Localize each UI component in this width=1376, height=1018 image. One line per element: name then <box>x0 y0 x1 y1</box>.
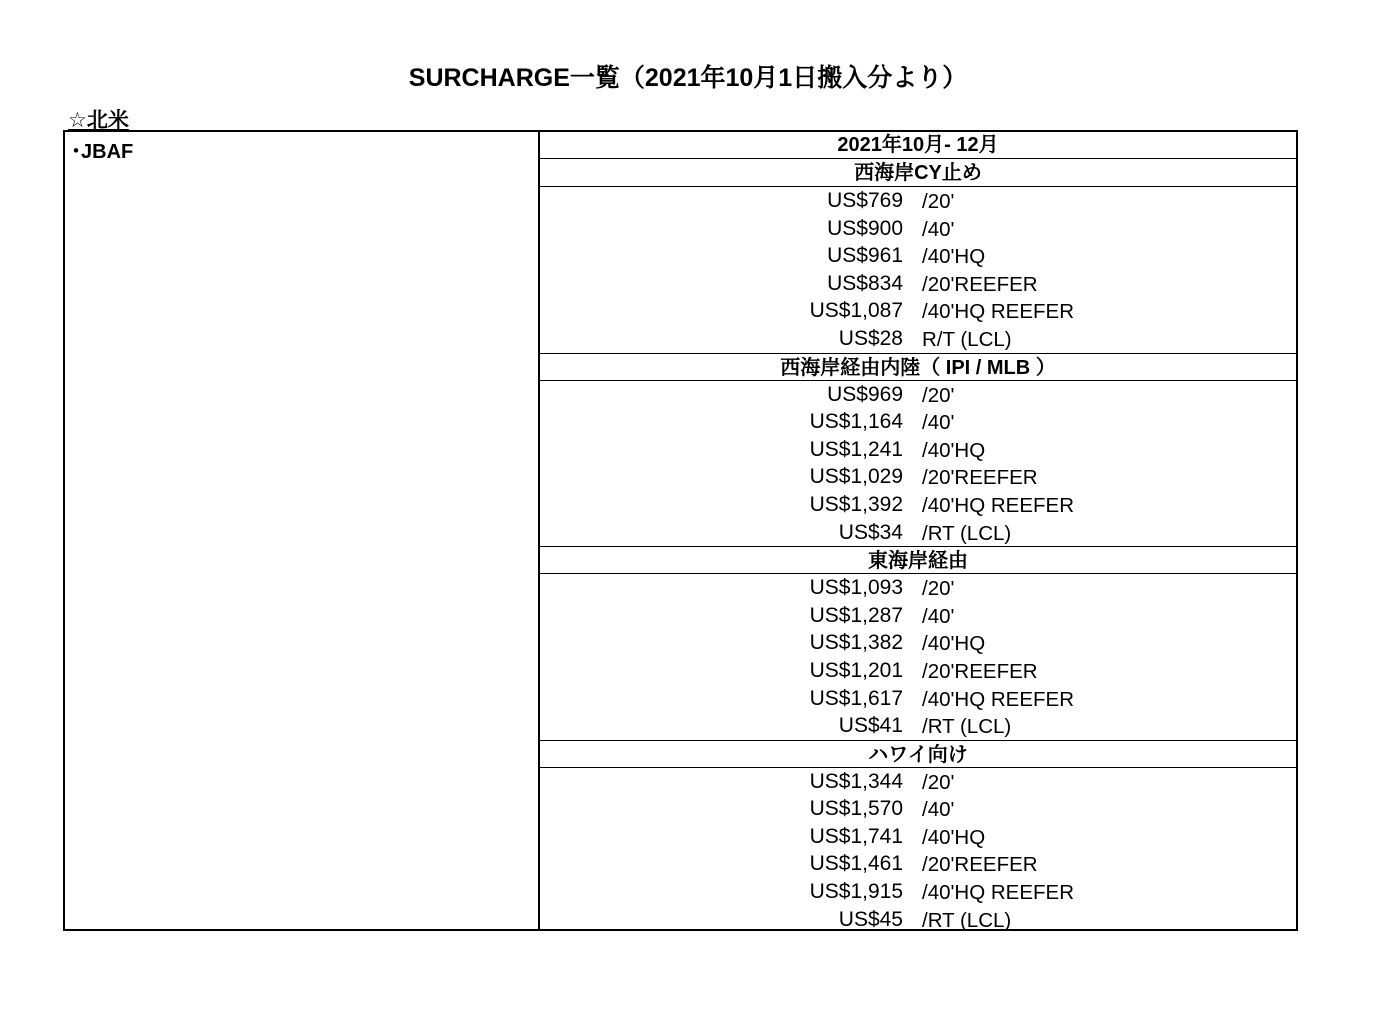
rate-unit: /40'HQ <box>922 245 986 269</box>
rate-row <box>540 850 1296 878</box>
carrier-column <box>65 132 540 929</box>
rate-row <box>540 381 1296 409</box>
rate-unit: R/T (LCL) <box>922 327 1012 351</box>
rate-amount: US$45 <box>838 907 903 931</box>
rate-unit: /40'HQ <box>922 632 986 656</box>
rate-row <box>540 491 1296 519</box>
rate-row <box>540 712 1296 740</box>
rate-amount: US$28 <box>838 326 903 350</box>
rate-unit: /RT (LCL) <box>922 521 1012 545</box>
region-heading: ☆北米 <box>68 109 129 132</box>
rate-amount: US$900 <box>827 216 903 240</box>
rate-unit: /20'REEFER <box>922 272 1038 296</box>
rate-row <box>540 795 1296 823</box>
section-title: ハワイ向け <box>540 740 1296 768</box>
rate-amount: US$1,029 <box>809 465 903 489</box>
rate-unit: /20'REEFER <box>922 853 1038 877</box>
rate-row <box>540 463 1296 491</box>
rate-amount: US$1,287 <box>809 603 903 627</box>
rate-row <box>540 297 1296 325</box>
rate-unit: /20' <box>922 190 955 213</box>
period-header: 2021年10月- 12月 <box>540 132 1296 159</box>
rate-unit: /20' <box>922 577 955 601</box>
rate-amount: US$1,570 <box>809 797 903 821</box>
rate-unit: /40'HQ REEFER <box>922 881 1075 905</box>
rate-amount: US$961 <box>827 244 903 268</box>
rate-unit: /20'REEFER <box>922 466 1038 490</box>
rate-unit: /20'REEFER <box>922 659 1038 683</box>
rate-unit: /40' <box>922 604 955 628</box>
rate-row <box>540 657 1296 685</box>
rate-amount: US$1,617 <box>809 686 903 710</box>
rate-amount: US$1,093 <box>809 576 903 600</box>
rate-unit: /40'HQ REEFER <box>922 300 1075 324</box>
rate-amount: US$1,382 <box>809 631 903 655</box>
rate-row <box>540 187 1296 215</box>
carrier-label: ･JBAF <box>71 141 134 163</box>
rate-row <box>540 878 1296 906</box>
section-title: 西海岸経由内陸（ IPI / MLB ） <box>540 353 1296 381</box>
rate-row <box>540 408 1296 436</box>
rate-row <box>540 906 1296 934</box>
section-title: 東海岸経由 <box>540 546 1296 574</box>
surcharge-table <box>63 130 1298 931</box>
rate-row <box>540 270 1296 298</box>
rate-amount: US$1,201 <box>809 658 903 682</box>
rate-row <box>540 685 1296 713</box>
rate-unit: /40'HQ REEFER <box>922 493 1075 517</box>
rate-unit: /40'HQ REEFER <box>922 687 1075 711</box>
rate-unit: /40' <box>922 798 955 822</box>
rate-row <box>540 519 1296 547</box>
rate-row <box>540 325 1296 353</box>
rate-amount: US$1,164 <box>809 410 903 434</box>
rate-row <box>540 436 1296 464</box>
rate-amount: US$1,241 <box>809 437 903 461</box>
rate-row <box>540 574 1296 602</box>
rate-unit: /40'HQ <box>922 438 986 462</box>
rate-unit: /RT (LCL) <box>922 715 1012 739</box>
rate-sections <box>540 159 1296 933</box>
rate-amount: US$834 <box>827 271 903 295</box>
rate-amount: US$34 <box>838 520 903 544</box>
rate-row <box>540 215 1296 243</box>
rate-row <box>540 823 1296 851</box>
rate-amount: US$1,344 <box>809 769 903 793</box>
rate-row <box>540 242 1296 270</box>
rate-row <box>540 602 1296 630</box>
rate-unit: /40'HQ <box>922 825 986 849</box>
rate-row <box>540 629 1296 657</box>
rate-amount: US$1,087 <box>809 299 903 323</box>
page-title: SURCHARGE一覧（2021年10月1日搬入分より） <box>408 64 968 92</box>
section-title: 西海岸CY止め <box>540 159 1296 187</box>
rate-unit: /20' <box>922 383 955 407</box>
rate-unit: /40' <box>922 411 955 435</box>
rate-amount: US$1,461 <box>809 852 903 876</box>
rate-unit: /40' <box>922 217 955 241</box>
rate-amount: US$769 <box>827 189 903 212</box>
rate-unit: /20' <box>922 770 955 794</box>
rate-row <box>540 768 1296 796</box>
rate-amount: US$969 <box>827 382 903 406</box>
rates-column <box>540 132 1296 933</box>
rate-amount: US$1,741 <box>809 824 903 848</box>
rate-unit: /RT (LCL) <box>922 908 1012 932</box>
rate-amount: US$1,392 <box>809 492 903 516</box>
rate-amount: US$1,915 <box>809 880 903 904</box>
rate-amount: US$41 <box>838 714 903 738</box>
